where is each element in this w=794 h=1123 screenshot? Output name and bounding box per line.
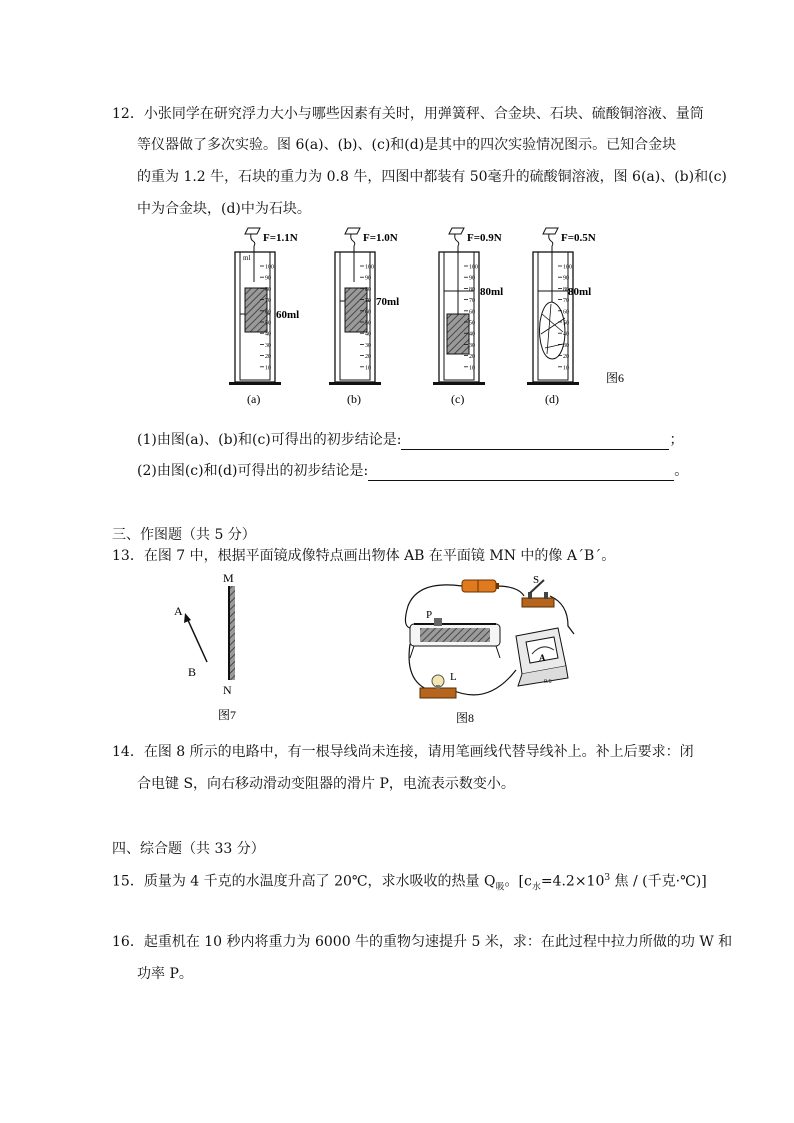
scale-tick-label: 80	[469, 286, 475, 293]
switch-s	[522, 574, 554, 607]
q12-sub1-end: ；	[669, 432, 684, 448]
scale-tick-label: 60	[563, 309, 569, 316]
q12-sub1	[137, 430, 683, 450]
q15-subscript-q: 吸	[495, 882, 505, 893]
scale-tick-label: 100	[365, 264, 374, 271]
q12-line-2: 等仪器做了多次实验。图 6(a)、(b)、(c)和(d)是其中的四次实验情况图示。已知合金块	[137, 137, 677, 153]
q15-text	[112, 868, 707, 897]
cylinder-c-force: F=0.9N	[467, 232, 502, 244]
scale-tick-label: 90	[265, 275, 271, 282]
cylinder-c-volume: 80ml	[480, 286, 504, 298]
cylinder-a-force: F=1.1N	[263, 232, 298, 244]
scale-tick-label: 60	[265, 309, 271, 316]
q15-text-a: 15．质量为 4 千克的水温度升高了 20℃，求水吸收的热量 Q	[112, 873, 496, 890]
figure-8	[398, 566, 598, 726]
section-4-title: 四、综合题（共 33 分）	[112, 841, 265, 857]
q12-sub1-answer-blank[interactable]	[401, 435, 669, 450]
scale-markings	[260, 265, 572, 372]
cylinder-a	[229, 228, 299, 406]
mirror-end-m: M	[223, 571, 234, 585]
scale-tick-label: 30	[563, 342, 569, 349]
cylinder-d	[527, 228, 596, 406]
scale-tick-label: 50	[365, 320, 371, 327]
scale-tick-label: 10	[365, 365, 371, 372]
scale-tick-label: 80	[265, 286, 271, 293]
q12-sub2-end: 。	[674, 463, 689, 479]
q14-line-2: 合电键 S，向右移动滑动变阻器的滑片 P，电流表示数变小。	[137, 776, 515, 792]
object-point-b: B	[188, 665, 197, 679]
mirror-end-n: N	[223, 683, 232, 697]
ammeter-range-label: 0.6	[544, 679, 552, 685]
q12-line-1: 12．小张同学在研究浮力大小与哪些因素有关时，用弹簧秤、合金块、石块、硫酸铜溶液、量筒	[112, 106, 704, 122]
q15-superscript: 3	[604, 873, 611, 883]
scale-tick-label: 20	[469, 354, 475, 361]
scale-tick-label: 30	[469, 342, 475, 349]
scale-tick-label: 90	[563, 275, 569, 282]
scale-tick-label: 40	[563, 331, 569, 338]
cylinder-c-caption: (c)	[451, 392, 465, 406]
scale-tick-label: 70	[469, 298, 475, 305]
scale-tick-label: 100	[563, 264, 572, 271]
lamp-label-l: L	[450, 671, 457, 683]
scale-tick-label: 10	[469, 365, 475, 372]
scale-tick-label: 50	[265, 320, 271, 327]
scale-tick-label: 70	[563, 298, 569, 305]
scale-tick-label: 30	[365, 342, 371, 349]
scale-tick-label: 60	[469, 309, 475, 316]
switch-label-s: S	[533, 574, 540, 586]
object-point-a: A	[174, 604, 183, 618]
cylinder-b-caption: (b)	[347, 392, 361, 406]
cylinder-b-force: F=1.0N	[363, 232, 398, 244]
scale-tick-label: 70	[365, 298, 371, 305]
cylinder-b-volume: 70ml	[376, 296, 400, 308]
ammeter	[516, 628, 568, 686]
scale-tick-label: 100	[469, 264, 478, 271]
scale-tick-label: 60	[365, 309, 371, 316]
scale-tick-label: 50	[469, 320, 475, 327]
q16-line-1: 16．起重机在 10 秒内将重力为 6000 牛的重物匀速提升 5 米，求：在此过程中拉力所做的功 W 和	[112, 934, 733, 950]
scale-tick-label: 20	[265, 354, 271, 361]
scale-tick-label: 10	[563, 365, 569, 372]
scale-unit-label: ml	[243, 254, 251, 262]
q14-line-1: 14．在图 8 所示的电路中，有一根导线尚未连接，请用笔画线代替导线补上。补上后要求：闭	[112, 744, 694, 760]
cylinder-c	[433, 228, 503, 406]
scale-tick-label: 40	[365, 331, 371, 338]
cylinder-a-volume: 60ml	[276, 309, 300, 321]
cylinder-d-force: F=0.5N	[561, 232, 596, 244]
scale-tick-label: 100	[265, 264, 274, 271]
scale-tick-label: 20	[365, 354, 371, 361]
battery	[462, 580, 499, 592]
scale-tick-label: 50	[563, 320, 569, 327]
ammeter-symbol: A	[539, 653, 546, 663]
scale-tick-label: 40	[469, 331, 475, 338]
figure-6-label: 图6	[606, 371, 625, 385]
q12-line-4: 中为合金块，(d)中为石块。	[137, 201, 311, 217]
cylinder-d-volume: 80ml	[568, 286, 592, 298]
q16-line-2: 功率 P。	[137, 966, 193, 982]
cylinder-b	[329, 228, 399, 406]
scale-tick-label: 70	[265, 298, 271, 305]
scale-tick-label: 90	[469, 275, 475, 282]
figure-7-caption: 图7	[218, 708, 237, 722]
scale-tick-label: 40	[265, 331, 271, 338]
q15-text-b: 。[c	[504, 873, 532, 890]
q12-line-3: 的重为 1.2 牛，石块的重力为 0.8 牛，四图中都装有 50毫升的硫酸铜溶液，图 6(a)、(b)和(c)	[137, 169, 727, 185]
slider-label-p: P	[426, 609, 433, 621]
scale-tick-label: 90	[365, 275, 371, 282]
q13-text: 13．在图 7 中，根据平面镜成像特点画出物体 AB 在平面镜 MN 中的像 A´B´。	[112, 548, 616, 564]
q15-subscript-c: 水	[531, 882, 541, 893]
scale-tick-label: 10	[265, 365, 271, 372]
q15-text-d: 焦 / (千克·℃)]	[610, 873, 707, 890]
scale-tick-label: 20	[563, 354, 569, 361]
figure-7	[165, 568, 255, 728]
cylinder-d-caption: (d)	[545, 392, 559, 406]
figure-8-caption: 图8	[456, 711, 475, 725]
lamp-l	[420, 671, 457, 698]
scale-tick-label: 30	[265, 342, 271, 349]
q12-sub2-answer-blank[interactable]	[368, 466, 674, 481]
section-3-title: 三、作图题（共 5 分）	[112, 527, 256, 543]
q12-sub2	[137, 461, 688, 481]
rheostat	[410, 609, 500, 658]
scale-tick-label: 80	[563, 286, 569, 293]
scale-tick-label: 80	[365, 286, 371, 293]
q12-sub1-prompt: (1)由图(a)、(b)和(c)可得出的初步结论是:	[137, 432, 402, 448]
cylinder-a-caption: (a)	[247, 392, 261, 406]
q15-text-c: =4.2×10	[540, 873, 605, 890]
figure-6	[225, 222, 655, 408]
q12-sub2-prompt: (2)由图(c)和(d)可得出的初步结论是:	[137, 463, 369, 479]
